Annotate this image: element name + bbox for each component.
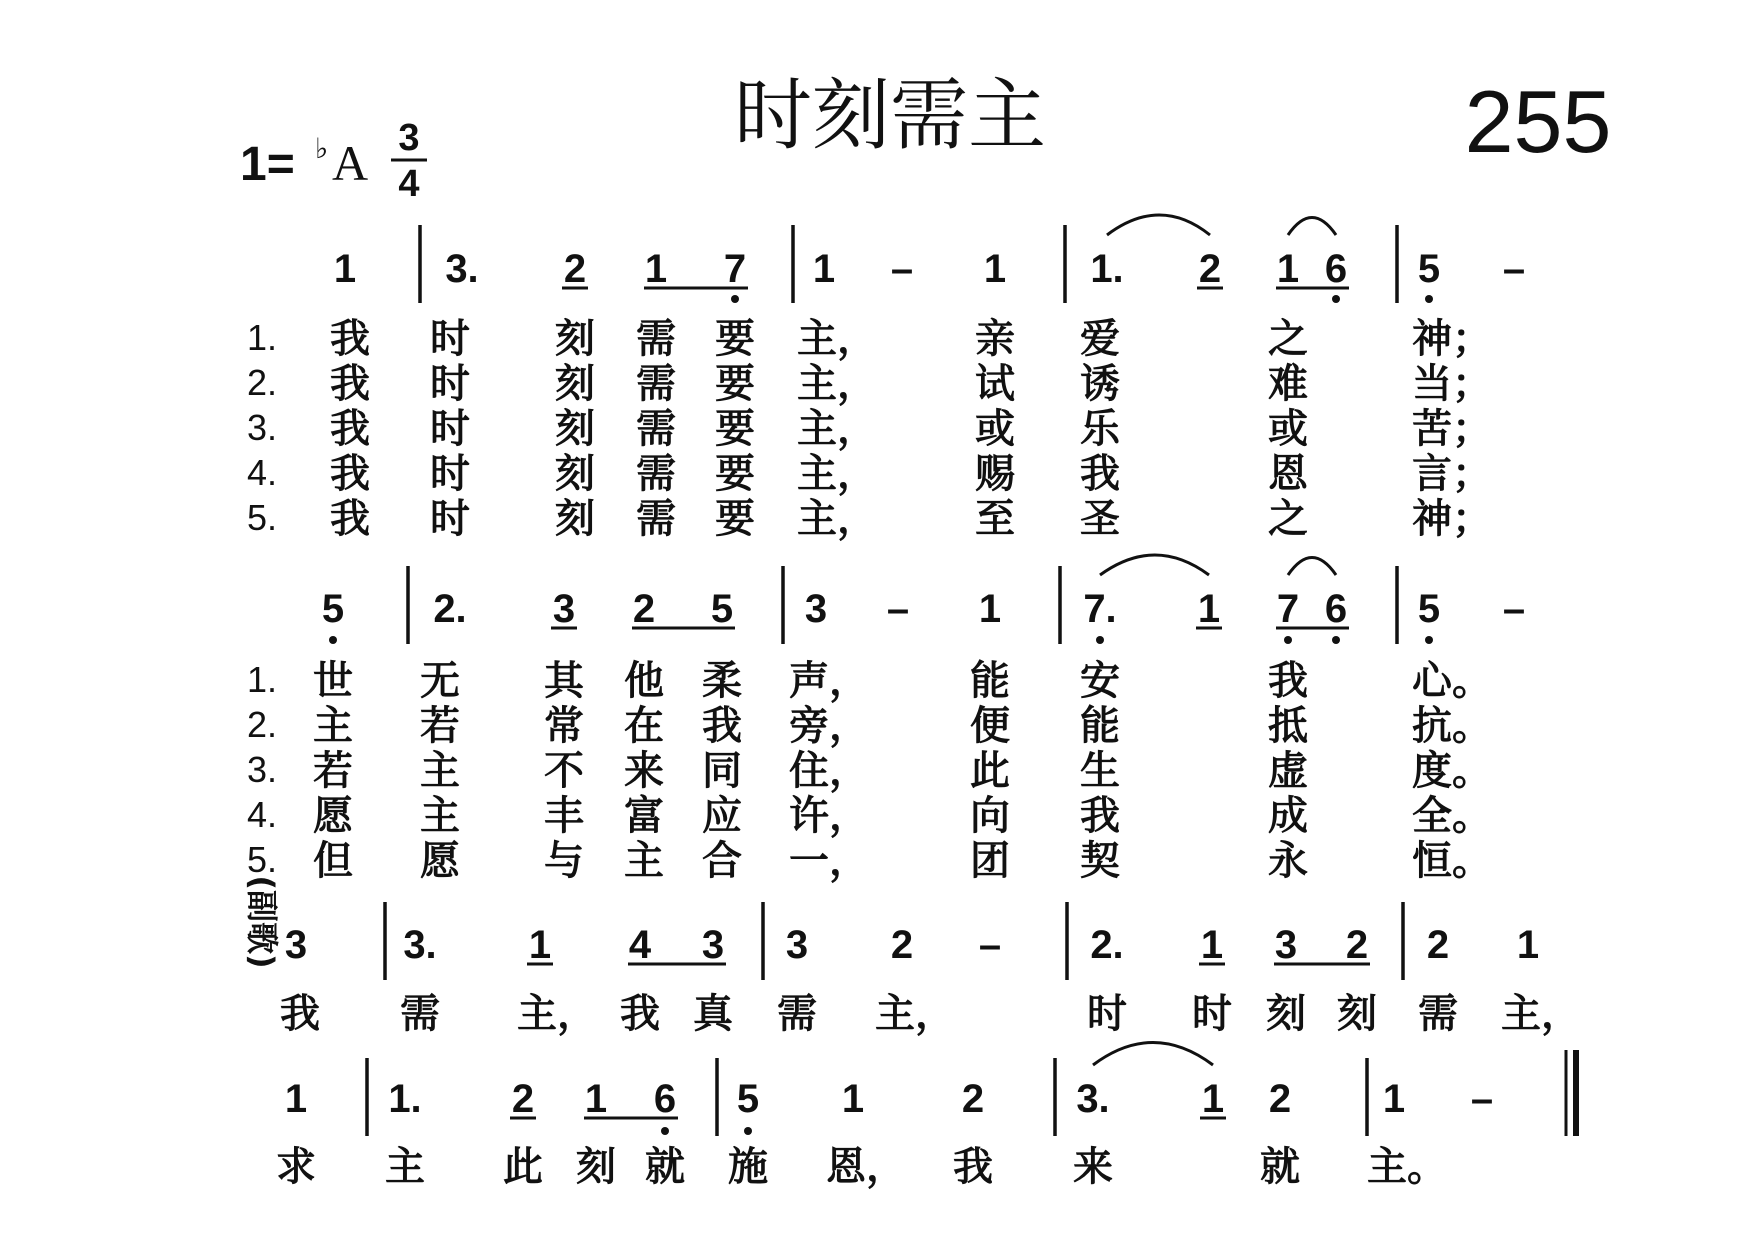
lyric-word: 或 [1268,406,1308,452]
ties [1107,215,1336,235]
note: 6 [1324,247,1348,291]
lyric-verse-4 [330,451,1492,497]
lyric-word: 主， [517,991,597,1037]
note: – [1470,1077,1494,1121]
note: 3. [445,247,479,291]
note: 1 [584,1077,608,1121]
lyric-word: 刻 [555,316,595,362]
notes [322,587,1525,631]
lyric-word: 刻 [555,406,595,452]
lyric-word: 虚 [1268,748,1308,794]
time-signature-top: 3 [398,117,420,159]
octave-dots [661,1127,752,1135]
lyric-word: 需 [636,451,676,497]
lyric-word: 在 [624,703,664,749]
lyric-word: 圣 [1080,496,1120,542]
final-barline [1566,1050,1576,1136]
lyric-verse-2 [313,703,1492,749]
lyrics [276,1144,1447,1190]
verse-numbers [247,317,277,538]
note: 5 [736,1077,760,1121]
lyric-verse-5 [330,496,1492,542]
lyric-word: 主 [624,838,664,884]
note: 1 [812,247,836,291]
lyric-word: 我 [330,451,370,497]
notes [285,923,1539,967]
note: 2 [1198,247,1222,291]
lyric-word: 时 [430,451,470,497]
lyric-word: 若 [420,703,460,749]
lyric-word: 苦； [1412,406,1492,452]
lyric-word: 同 [702,748,742,794]
low-octave-dot [661,1127,669,1135]
note: 1 [1197,587,1221,631]
low-octave-dot [1332,295,1340,303]
tie [1093,1043,1213,1066]
lyric-word: 时 [430,361,470,407]
note: 1. [388,1077,422,1121]
note: 2 [632,587,656,631]
verse-number: 4. [246,794,278,835]
note: 2 [961,1077,985,1121]
note: 6 [1324,587,1348,631]
lyric-word: 能 [1080,703,1120,749]
note: 3 [552,587,576,631]
lyric-word: 富 [624,793,664,839]
note: 1 [284,1077,308,1121]
system-2 [247,555,1525,884]
ties [1093,1043,1213,1066]
refrain-lyrics [280,991,1581,1037]
lyric-word: 要 [715,406,755,452]
lyric-word: 我 [620,991,660,1037]
lyric-word: 安 [1080,658,1120,704]
lyric-word: 要 [715,316,755,362]
lyric-word: 度。 [1412,748,1492,794]
lyric-word: 要 [715,496,755,542]
lyric-word: 施 [728,1144,768,1190]
lyric-word: 要 [715,361,755,407]
low-octave-dot [329,636,337,644]
lyric-word: 恩 [1268,451,1308,497]
note: 4 [628,923,652,967]
note: 3 [701,923,725,967]
ties [1100,555,1336,575]
lyric-word: 神； [1412,316,1492,362]
note: 2 [1345,923,1369,967]
note: 6 [653,1077,677,1121]
lyric-verse-1 [313,658,1492,704]
note: 7. [1083,587,1117,631]
lyric-verse-3 [330,406,1492,452]
note: – [978,923,1002,967]
note: 3. [403,923,437,967]
verse-number: 1. [246,317,278,358]
note: 2 [1268,1077,1292,1121]
lyric-word: 之 [1268,316,1308,362]
lyric-word: 但 [313,838,353,884]
note: – [1502,587,1526,631]
lyric-word: 主， [875,991,955,1037]
lyric-word: 亲 [975,316,1015,362]
lyric-word: 成 [1268,793,1308,839]
lyric-word: 试 [975,361,1015,407]
note: 1. [1090,247,1124,291]
low-octave-dot [1332,636,1340,644]
time-signature-bottom: 4 [398,163,420,205]
verse-number: 3. [246,407,278,448]
lyric-word: 应 [702,793,742,839]
refrain-label: (副歌) [243,875,281,969]
hymn-title: 时刻需主 [733,71,1047,159]
lyric-word: 赐 [975,451,1015,497]
lyric-word: 主 [420,793,460,839]
verse-number: 1. [246,659,278,700]
lyric-word: 求 [276,1144,316,1190]
lyric-word: 契 [1080,838,1120,884]
note: – [890,247,914,291]
lyric-word: 需 [777,991,817,1037]
note: 5 [710,587,734,631]
lyric-word: 我 [953,1144,993,1190]
lyric-word: 一， [789,838,869,884]
lyric-word: 难 [1268,361,1308,407]
lyric-word: 主， [797,406,877,452]
low-octave-dot [1425,295,1433,303]
lyric-word: 无 [420,658,460,704]
tie [1100,555,1209,575]
hymn-number: 255 [1464,72,1612,171]
lyric-word: 便 [970,703,1010,749]
lyric-word: 此 [503,1144,543,1190]
verse-number: 5. [246,839,278,880]
lyric-word: 恩， [826,1144,906,1190]
lyric-word: 愿 [313,793,353,839]
note: – [1502,247,1526,291]
lyric-word: 需 [636,496,676,542]
low-octave-dot [1425,636,1433,644]
verse-number: 4. [246,452,278,493]
lyric-word: 时 [430,316,470,362]
lyric-word: 抵 [1268,703,1308,749]
note: 3 [785,923,809,967]
lyric-word: 生 [1080,748,1120,794]
lyric-word: 我 [1268,658,1308,704]
note: 2 [890,923,914,967]
lyric-word: 爱 [1080,316,1120,362]
note: 1 [333,247,357,291]
lyric-word: 许， [789,793,869,839]
low-octave-dot [731,295,739,303]
note: – [886,587,910,631]
lyric-word: 就 [645,1144,685,1190]
lyric-verse-2 [330,361,1492,407]
lyric-word: 刻 [1266,991,1306,1037]
tie [1107,215,1210,235]
note: 5 [1417,247,1441,291]
note: 1 [1200,923,1224,967]
lyric-word: 时 [1087,991,1127,1037]
note: 7 [723,247,747,291]
lyric-word: 我 [330,496,370,542]
key-signature [240,132,368,191]
lyric-word: 我 [330,361,370,407]
lyric-word: 世 [313,658,353,704]
lyric-word: 刻 [576,1144,616,1190]
system-3-refrain [243,875,1581,1037]
note: 5 [321,587,345,631]
lyric-word: 要 [715,451,755,497]
lyric-word: 主， [797,361,877,407]
lyric-word: 此 [970,748,1010,794]
lyric-word: 全。 [1412,793,1492,839]
tie [1288,218,1336,236]
lyric-word: 心。 [1412,658,1492,704]
lyric-word: 常 [544,703,584,749]
lyric-word: 我 [702,703,742,749]
lyric-word: 刻 [555,496,595,542]
low-octave-dot [1284,636,1292,644]
flat-sign: ♭ [315,132,329,165]
note: 1 [983,247,1007,291]
lyric-word: 时 [430,496,470,542]
lyric-word: 与 [544,838,584,884]
lyric-word: 来 [624,748,664,794]
tie [1288,558,1336,576]
lyric-word: 我 [330,406,370,452]
system-4 [276,1043,1576,1191]
lyric-word: 主， [797,316,877,362]
lyric-word: 需 [636,316,676,362]
note: 1 [1276,247,1300,291]
octave-dots [731,295,1433,303]
lyric-word: 主 [420,748,460,794]
note: 1 [841,1077,865,1121]
lyric-word: 声， [789,658,869,704]
note: 2. [433,587,467,631]
low-octave-dot [744,1127,752,1135]
lyric-word: 主， [1501,991,1581,1037]
lyric-word: 柔 [702,658,742,704]
lyric-word: 诱 [1080,361,1120,407]
lyric-verse-5 [313,838,1492,884]
lyric-word: 旁， [789,703,869,749]
lyric-word: 乐 [1080,406,1120,452]
notes [334,247,1525,291]
lyric-word: 需 [636,361,676,407]
lyric-word: 抗。 [1412,703,1492,749]
lyric-word: 来 [1073,1144,1113,1190]
lyric-word: 住， [789,748,869,794]
note: 3 [804,587,828,631]
note: 1 [1382,1077,1406,1121]
lyric-word: 时 [1192,991,1232,1037]
lyric-word: 主， [797,451,877,497]
lyric-word: 真 [693,991,733,1037]
key-prefix: 1= [240,138,295,191]
lyric-word: 需 [636,406,676,452]
lyric-word: 合 [702,838,742,884]
lyric-word: 若 [313,748,353,794]
lyric-word: 其 [544,658,584,704]
lyric-word: 就 [1260,1144,1300,1190]
lyric-word: 主 [313,703,353,749]
notes [285,1077,1493,1121]
lyric-word: 我 [280,991,320,1037]
note: 2 [1426,923,1450,967]
lyric-word: 能 [970,658,1010,704]
note: 1 [978,587,1002,631]
key-letter: A [332,135,369,191]
note: 1 [1516,923,1540,967]
lyric-word: 主 [385,1144,425,1190]
lyric-word: 我 [1080,451,1120,497]
lyric-word: 神； [1412,496,1492,542]
lyric-verse-1 [330,316,1492,362]
lyric-word: 言； [1412,451,1492,497]
time-signature [391,117,427,205]
verse-number: 3. [246,749,278,790]
lyric-word: 需 [1418,991,1458,1037]
note: 3 [1274,923,1298,967]
note: 1 [644,247,668,291]
lyric-word: 刻 [555,361,595,407]
lyric-word: 刻 [555,451,595,497]
lyric-verse-4 [313,793,1492,839]
note: 3 [284,923,308,967]
note: 1 [1201,1077,1225,1121]
lyric-word: 丰 [544,793,584,839]
verse-number: 2. [246,704,278,745]
note: 2 [563,247,587,291]
lyric-word: 当； [1412,361,1492,407]
system-1 [247,215,1525,542]
lyric-word: 或 [975,406,1015,452]
verse-number: 2. [246,362,278,403]
note: 5 [1417,587,1441,631]
note: 3. [1076,1077,1110,1121]
lyric-word: 主， [797,496,877,542]
lyric-word: 我 [330,316,370,362]
lyric-word: 需 [400,991,440,1037]
lyric-word: 刻 [1337,991,1377,1037]
octave-dots [329,636,1433,644]
lyric-word: 他 [624,658,664,704]
lyric-verse-3 [313,748,1492,794]
lyric-word: 永 [1268,838,1308,884]
verse-number: 5. [246,497,278,538]
note: 1 [528,923,552,967]
low-octave-dot [1096,636,1104,644]
lyric-word: 愿 [420,838,460,884]
lyric-word: 恒。 [1412,838,1492,884]
lyric-word: 主。 [1367,1144,1447,1190]
note: 2 [511,1077,535,1121]
note: 7 [1276,587,1300,631]
verse-numbers [247,659,277,880]
lyric-word: 之 [1268,496,1308,542]
lyric-word: 不 [544,748,584,794]
lyric-word: 至 [975,496,1015,542]
lyric-word: 向 [970,793,1010,839]
note: 2. [1090,923,1124,967]
lyric-word: 我 [1080,793,1120,839]
lyric-word: 团 [970,838,1010,884]
lyric-word: 时 [430,406,470,452]
